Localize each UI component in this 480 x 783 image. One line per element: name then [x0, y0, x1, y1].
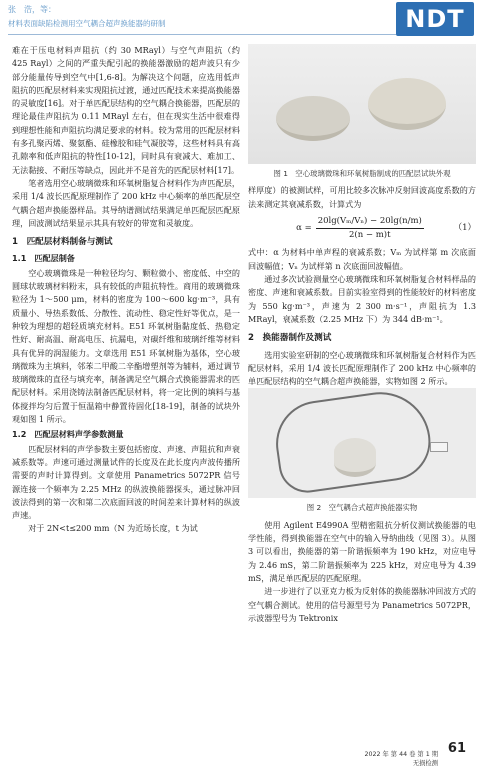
journal-name: 无损检测 — [412, 760, 438, 767]
equation-lhs: α = — [296, 223, 312, 234]
matching-layer-sample-disc — [276, 96, 350, 141]
transducer-body — [334, 438, 376, 477]
paragraph: 笔者选用空心玻璃微珠和环氧树脂复合材料作为声匹配层，采用 1/4 波长匹配原理制作了 200 kHz 中心频率的单匹配层空气耦合超声换能器样品。其导纳谱测试结果满足单匹配层匹配原理，回波测试结果显示其具有较好的带宽和灵敏度。 — [12, 177, 240, 228]
subsection-heading: 1.2 匹配层材料声学参数测量 — [12, 429, 124, 440]
paragraph: 选用实验室研制的空心玻璃微珠和环氧树脂复合材料作为匹配层材料，采用 1/4 波长匹配原理制作了 200 kHz 中心频率的单匹配层结构的空气耦合超声换能器，实物如图 2 所示。 — [248, 349, 476, 387]
equation-numerator: 20lg(Vₘ/Vₙ) − 20lg(n/m) — [316, 215, 424, 229]
paragraph: 使用 Agilent E4990A 型精密阻抗分析仪测试换能器的电学性能，得到换能器在空气中的输入导纳曲线（见图 3）。从图 3 可以看出，换能器的第一阶谐振频率为 190 kHz，对应电导为 2.46 mS，第二阶谐振频率为 225 kHz，对应电导为 4.39 mS，满足单匹配层的匹配原理。 — [248, 519, 476, 583]
paragraph: 式中：α 为材料中单声程的衰减系数；Vₘ 为试样第 m 次底面回波幅值；Vₙ 为试样第 n 次底面回波幅值。 — [248, 247, 476, 271]
header-authors: 张 浩，等： — [8, 5, 56, 14]
page-number: 61 — [447, 741, 466, 756]
figure-2-photo — [248, 388, 476, 498]
paragraph: 对于 2N<t≤200 mm（N 为近场长度，t 为试 — [28, 523, 198, 534]
paragraph: 进一步进行了以亚克力板为反射体的换能器脉冲回波方式的空气耦合测试。使用的信号源型号为 Panametrics 5072PR，示波器型号为 Tektronix — [248, 586, 476, 623]
equation-1 — [248, 215, 476, 243]
journal-issue: 2022 年 第 44 卷 第 1 期 — [364, 751, 438, 758]
page-header — [0, 0, 480, 38]
header-running-title: 材料表面缺陷检测用空气耦合超声换能器的研制 — [8, 19, 166, 28]
equation-fraction — [316, 215, 424, 243]
paragraph: 通过多次试验测量空心玻璃微珠和环氧树脂复合材料样品的密度、声速和衰减系数。目前实验室得到的性能较好的材料密度为 550 kg·m⁻³，声速为 2 300 m·s⁻¹，声阻抗为 1.3 MRayl，衰减系数（2.25 MHz 下）为 344 dB·m⁻¹。 — [248, 274, 476, 324]
right-column — [248, 44, 476, 625]
figure-1-photo — [248, 44, 476, 164]
journal-logo: NDT — [396, 2, 474, 36]
paragraph: 匹配层材料的声学参数主要包括密度、声速、声阻抗和声衰减系数等。声速可通过测量试件的长度及在此长度内声波传播所需要的声时计算得到。文章使用 Panametrics 5072PR 信号源连接一个频率为 2.25 MHz 的纵波换能器探头，通过脉冲回波法得到的第一次和第二次底面回波的时间差来计算材料的纵波声速。 — [12, 443, 240, 521]
section-heading: 1 匹配层材料制备与测试 — [12, 237, 113, 248]
paragraph: 样厚度）的被测试样，可用比较多次脉冲反射回波高度系数的方法来测定其衰减系数，计算式为 — [248, 185, 476, 209]
paragraph: 空心玻璃微珠是一种粒径均匀、颗粒微小、密度低、中空的圆球状玻璃材料粉末，具有较低的声阻抗特性。商用的玻璃微珠粒径为 1～500 μm，材料的密度为 100～600 kg·m⁻³，具有质量小、导热系数低、分散性、流动性、稳定性好等优点，是一种较为理想的超轻质填充材料。E51 环氧树脂黏度低、热稳定性好、耐高温、耐高电压、抗漏电，对碳纤维和玻璃纤维等材料具有优异的润湿能力。文章选用 E51 环氧树脂为基体，空心玻璃微珠为主填料，邻苯二甲酸二辛酯增塑剂等为辅料，通过调节玻璃微珠的直径与填充率，制备满足空气耦合式换能器需求的匹配层材料。采用浇铸法制备匹配层材料，将一定比例的填料与基体搅拌均匀后置于恒温箱中静置待固化[18-19]，制备的试块外观如图 1 所示。 — [12, 267, 240, 425]
header-divider — [8, 34, 396, 35]
left-column — [12, 44, 240, 536]
section-heading: 2 换能器制作及测试 — [248, 333, 332, 344]
cable-connector — [430, 442, 448, 452]
equation-number: （1） — [453, 223, 476, 234]
paragraph: 难在于压电材料声阻抗（约 30 MRayl）与空气声阻抗（约 425 Rayl）之间的严重失配引起的换能器激励的超声波只有少部分能量传导到空气中[1,6-8]。为解决这个问题，应选用低声阻抗的匹配层材料来实现阻抗过渡，通过匹配技术来提高换能器的灵敏度[16]。对于单匹配层结构的空气耦合换能器，匹配层的理论最佳声阻抗为 0.11 MRayl 左右，但在现实生活中很难得到理想性能和声阻抗均满足要求的材料。较为常用的匹配层材料有多孔聚丙烯、聚氨酯、硅橡胶和硅气凝胶等，这些材料具有高孔隙率和低声阻抗的特性[10-12]，同时具有衰减大、难加工、无法黏接、不耐压等缺点，因此并不是首先的匹配层材料[17]。 — [12, 45, 240, 175]
figure-2-caption: 图 2 空气耦合式超声换能器实物 — [306, 503, 418, 513]
subsection-heading: 1.1 匹配层制备 — [12, 253, 75, 264]
figure-1-caption: 图 1 空心玻璃微珠和环氧树脂制成的匹配层试块外观 — [273, 169, 451, 178]
equation-denominator: 2(n − m)t — [349, 230, 391, 241]
matching-layer-sample-disc — [368, 78, 446, 130]
